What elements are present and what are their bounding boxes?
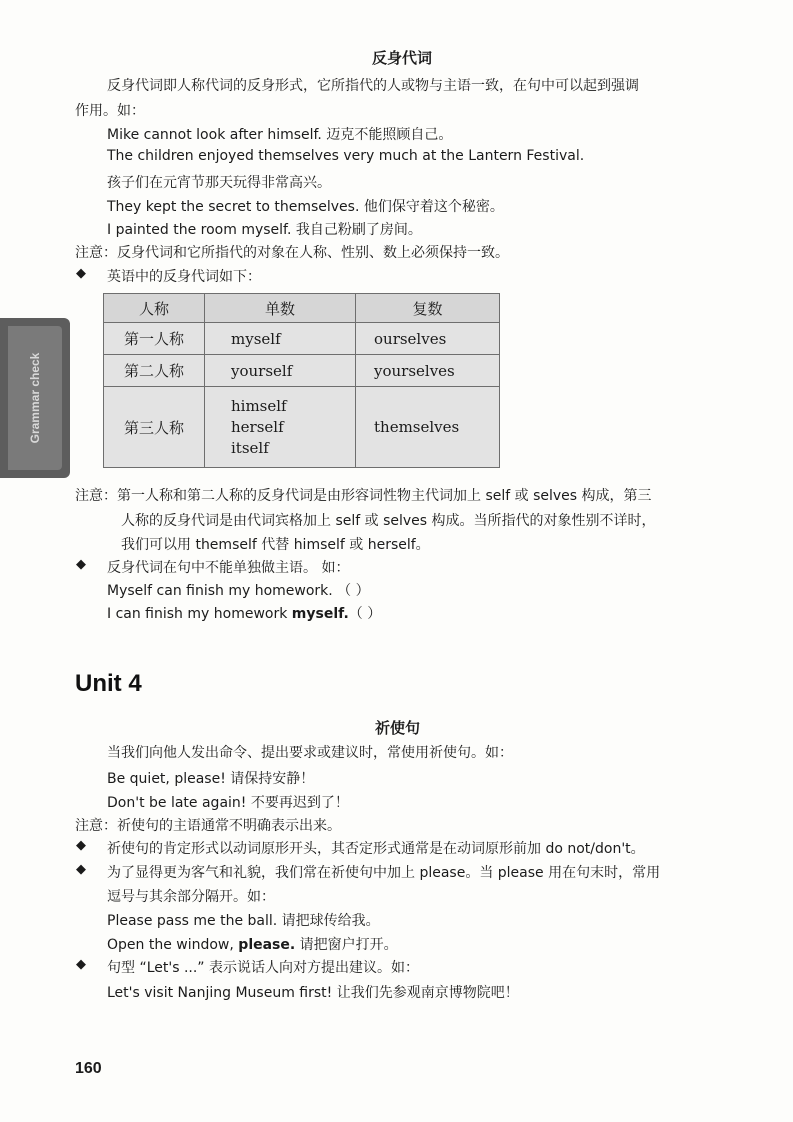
diamond-bullet-icon: ◆: [76, 838, 86, 853]
section-title-imperative: 祈使句: [375, 719, 421, 737]
example-2: The children enjoyed themselves very much at the Lantern Festival.: [107, 148, 585, 164]
example-5: Myself can finish my homework. （ ）: [107, 583, 370, 599]
example-3: They kept the secret to themselves. 他们保守着这个秘密。: [107, 199, 504, 215]
bullet-please-line-2: 逗号与其余部分隔开。如：: [107, 889, 275, 905]
example-6-bold: myself.: [291, 606, 349, 622]
note-formation-line-3: 我们可以用 themself 代替 himself 或 herself。: [121, 537, 430, 553]
cell-plural: yourselves: [356, 355, 500, 387]
example-6: [107, 603, 381, 623]
table-row: [104, 387, 500, 468]
bullet-please-line-1: 为了显得更为客气和礼貌，我们常在祈使句中加上 please。当 please 用在句末时，常用: [107, 865, 661, 881]
imperative-example-5: Let's visit Nanjing Museum first! 让我们先参观南京博物院吧！: [107, 985, 519, 1001]
diamond-bullet-icon: ◆: [76, 862, 86, 877]
cell-singular: myself: [205, 323, 356, 355]
section-title-reflexive: 反身代词: [372, 49, 433, 67]
example-bold: please.: [238, 937, 296, 953]
imperative-example-2: Don't be late again! 不要再迟到了！: [107, 795, 349, 811]
cell-plural: ourselves: [356, 323, 500, 355]
diamond-bullet-icon: ◆: [76, 957, 86, 972]
imperative-note: 注意：祈使句的主语通常不明确表示出来。: [75, 818, 341, 834]
imperative-example-3: Please pass me the ball. 请把球传给我。: [107, 913, 380, 929]
cell-singular: [205, 387, 356, 468]
bullet-lets: 句型 “Let's ...” 表示说话人向对方提出建议。如：: [107, 960, 420, 976]
note-agreement: 注意：反身代词和它所指代的对象在人称、性别、数上必须保持一致。: [75, 245, 509, 261]
cell-person: 第一人称: [104, 323, 205, 355]
table-row: [104, 323, 500, 355]
unit-title: Unit 4: [75, 670, 142, 697]
cell-person: 第三人称: [104, 387, 205, 468]
cell-line: herself: [231, 417, 284, 436]
imperative-example-4: [107, 934, 398, 954]
imperative-intro: 当我们向他人发出命令、提出要求或建议时，常使用祈使句。如：: [107, 745, 513, 761]
example-6-blank: （ ）: [348, 606, 382, 622]
bullet-pronoun-list: 英语中的反身代词如下：: [107, 269, 261, 285]
header-plural: 复数: [356, 294, 500, 323]
side-tab-label: Grammar check: [28, 352, 42, 444]
bullet-positive-negative: 祈使句的肯定形式以动词原形开头，其否定形式通常是在动词原形前加 do not/don't。: [107, 841, 645, 857]
example-2-translation: 孩子们在元宵节那天玩得非常高兴。: [107, 175, 331, 191]
note-formation-line-2: 人称的反身代词是由代词宾格加上 self 或 selves 构成。当所指代的对象性别不详时，: [121, 513, 656, 529]
example-text: Open the window,: [107, 937, 239, 953]
header-person: 人称: [104, 294, 205, 323]
reflexive-pronoun-table: [103, 293, 500, 468]
bullet-not-subject: 反身代词在句中不能单独做主语。 如：: [107, 560, 350, 576]
diamond-bullet-icon: ◆: [76, 266, 86, 281]
cell-line: himself: [231, 396, 287, 415]
example-4: I painted the room myself. 我自己粉刷了房间。: [107, 222, 422, 238]
example-translation: 请把窗户打开。: [295, 937, 398, 953]
note-formation-line-1: 注意：第一人称和第二人称的反身代词是由形容词性物主代词加上 self 或 selves 构成，第三: [75, 488, 652, 504]
cell-line: itself: [231, 438, 269, 457]
diamond-bullet-icon: ◆: [76, 557, 86, 572]
example-1: Mike cannot look after himself. 迈克不能照顾自己。: [107, 127, 453, 143]
intro-line-1: 反身代词即人称代词的反身形式，它所指代的人或物与主语一致，在句中可以起到强调: [107, 78, 639, 94]
side-tab: [0, 318, 70, 478]
cell-person: 第二人称: [104, 355, 205, 387]
side-tab-inner: [8, 326, 62, 470]
intro-line-2: 作用。如：: [75, 103, 145, 119]
table-row: [104, 355, 500, 387]
cell-plural: themselves: [356, 387, 500, 468]
page-number: 160: [75, 1060, 102, 1077]
header-singular: 单数: [205, 294, 356, 323]
imperative-example-1: Be quiet, please! 请保持安静！: [107, 771, 315, 787]
cell-singular: yourself: [205, 355, 356, 387]
table-header-row: [104, 294, 500, 323]
example-6-text: I can finish my homework: [107, 606, 292, 622]
